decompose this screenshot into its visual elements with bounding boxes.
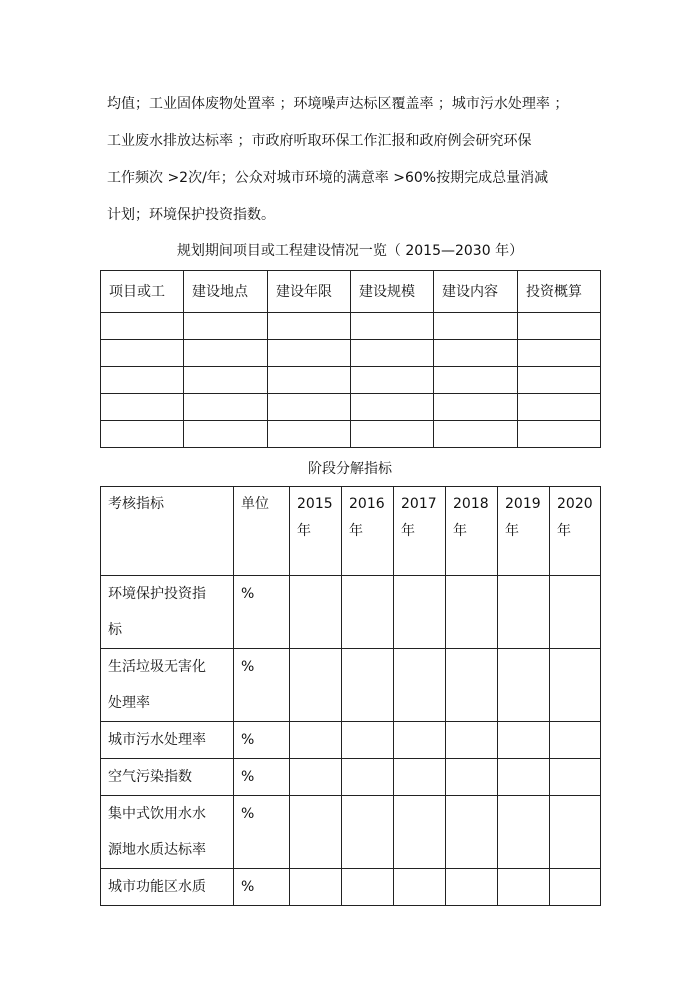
table1-caption: 规划期间项目或工程建设情况一览（ 2015—2030 年） [176, 243, 524, 259]
header-cell-year: 2016 年 [342, 487, 394, 576]
unit-cell: % [234, 796, 290, 869]
unit-cell: % [234, 759, 290, 796]
intro-line: 工业废水排放达标率 ；市政府听取环保工作汇报和政府例会研究环保 [107, 133, 532, 149]
header-cell-year: 2018 年 [446, 487, 498, 576]
header-cell: 投资概算 [518, 271, 601, 313]
table-row [101, 869, 601, 906]
table-row [101, 722, 601, 759]
indicator-cell: 生活垃圾无害化 处理率 [101, 649, 234, 722]
table-row [101, 576, 601, 649]
table-row [101, 394, 601, 421]
indicator-cell: 城市功能区水质 [101, 869, 234, 906]
header-cell: 项目或工 [101, 271, 184, 313]
header-cell: 建设年限 [268, 271, 351, 313]
indicator-cell: 集中式饮用水水 源地水质达标率 [101, 796, 234, 869]
header-cell: 建设规模 [351, 271, 434, 313]
intro-paragraph [107, 86, 627, 234]
header-cell: 建设地点 [184, 271, 268, 313]
table-header-row [101, 271, 601, 313]
table-row [101, 421, 601, 448]
indicator-cell: 空气污染指数 [101, 759, 234, 796]
header-cell-indicator: 考核指标 [101, 487, 234, 576]
header-cell-unit: 单位 [234, 487, 290, 576]
header-cell: 建设内容 [434, 271, 518, 313]
header-cell-year: 2015 年 [290, 487, 342, 576]
intro-line: 均值；工业固体废物处置率 ；环境噪声达标区覆盖率 ；城市污水处理率 ； [107, 96, 569, 112]
unit-cell: % [234, 649, 290, 722]
table-row [101, 340, 601, 367]
table-row [101, 367, 601, 394]
table-row [101, 649, 601, 722]
header-cell-year: 2019 年 [498, 487, 550, 576]
indicator-cell: 城市污水处理率 [101, 722, 234, 759]
table-header-row [101, 487, 601, 576]
intro-line: 工作频次 >2次/年；公众对城市环境的满意率 >60%按期完成总量消减 [107, 170, 549, 186]
table-row [101, 313, 601, 340]
indicator-table [100, 486, 601, 906]
indicator-cell: 环境保护投资指 标 [101, 576, 234, 649]
table-row [101, 796, 601, 869]
unit-cell: % [234, 869, 290, 906]
table2-caption: 阶段分解指标 [308, 461, 392, 477]
project-table [100, 270, 601, 448]
header-cell-year: 2017 年 [394, 487, 446, 576]
unit-cell: % [234, 576, 290, 649]
table-row [101, 759, 601, 796]
header-cell-year: 2020 年 [550, 487, 601, 576]
intro-line: 计划；环境保护投资指数。 [107, 207, 275, 223]
unit-cell: % [234, 722, 290, 759]
